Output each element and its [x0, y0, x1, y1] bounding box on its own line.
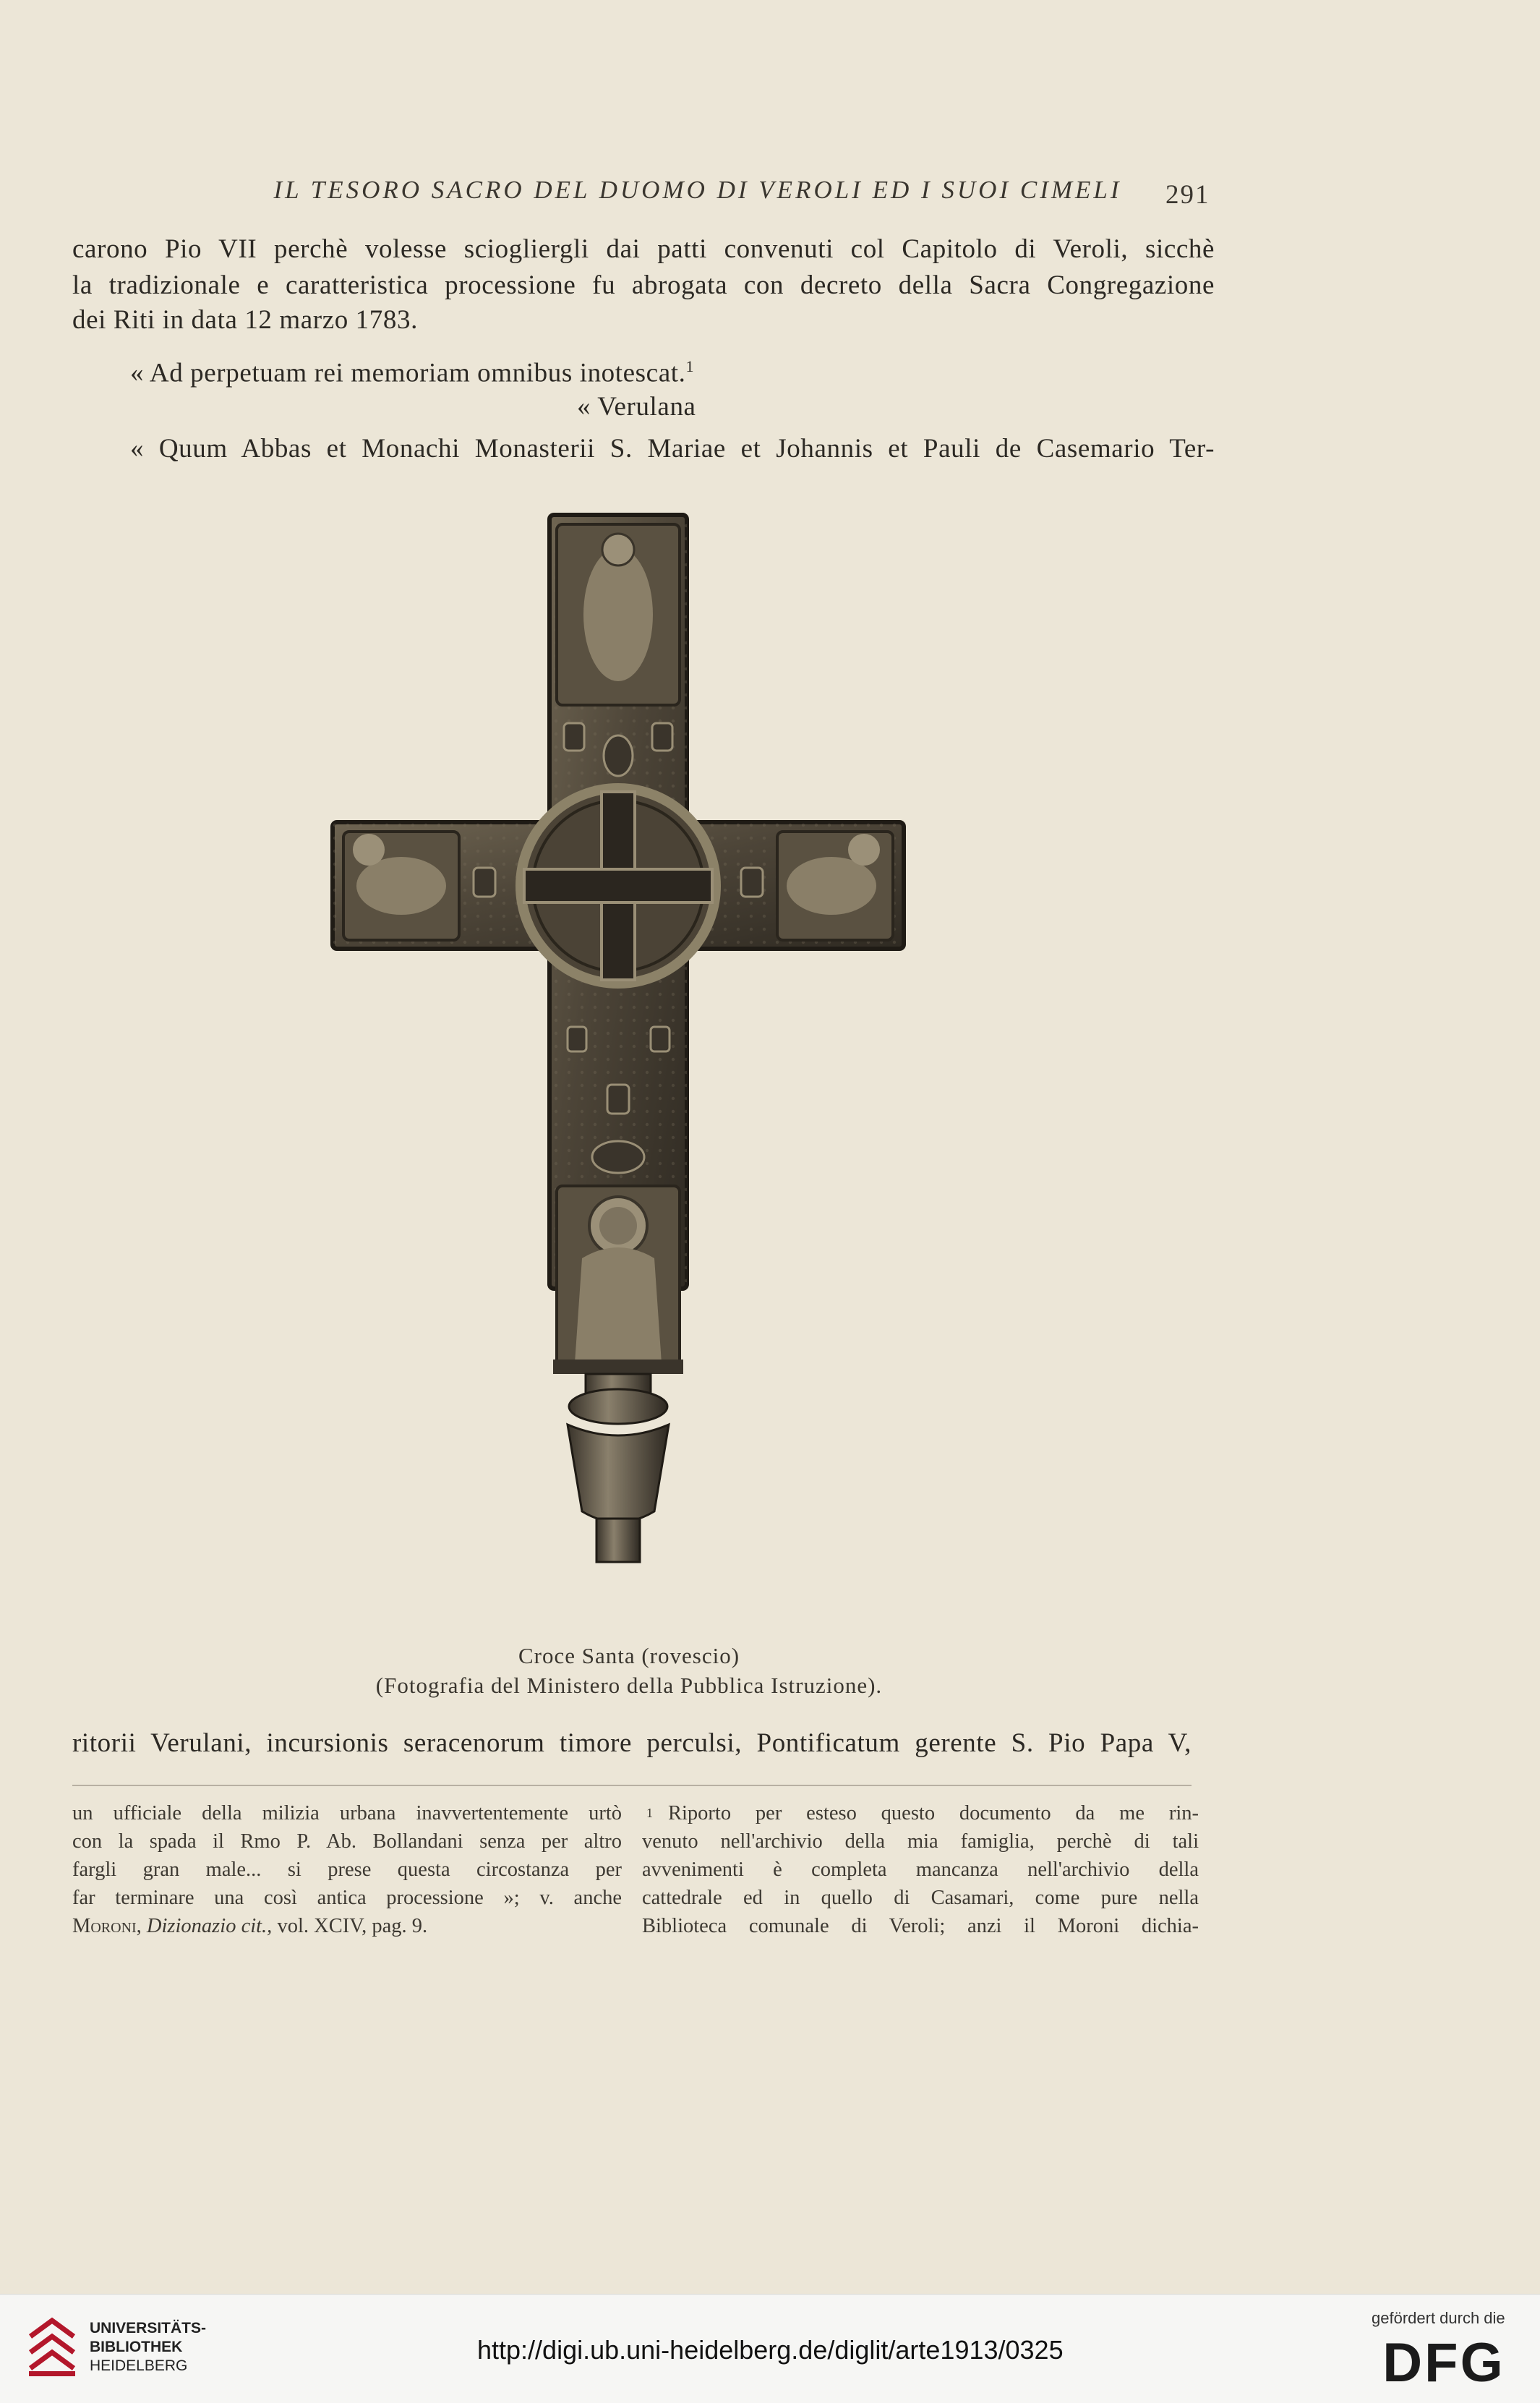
- body-line-3: dei Riti in data 12 marzo 1783.: [72, 305, 418, 335]
- digitization-footer: [0, 2294, 1540, 2403]
- library-logo-icon[interactable]: [25, 2315, 80, 2381]
- permalink-url[interactable]: http://digi.ub.uni-heidelberg.de/diglit/arte1913/0325: [477, 2335, 1064, 2365]
- footnote-right-line: venuto nell'archivio della mia famiglia, perchè di tali: [642, 1830, 1199, 1853]
- quote-line-3: « Quum Abbas et Monachi Monasterii S. Mariae et Johannis et Pauli de Casemario Ter-: [130, 434, 1215, 464]
- citation-volume: vol. XCIV, pag. 9.: [277, 1915, 428, 1937]
- body-line-1: carono Pio VII perchè volesse sciogliergli dai patti convenuti col Capitolo di Veroli, sicchè: [72, 234, 1215, 264]
- footnote-right-column: [642, 1799, 1199, 1940]
- footnote-right-line: avvenimenti è completa mancanza nell'archivio della: [642, 1858, 1199, 1881]
- footnote-left-line: un ufficiale della milizia urbana inavvertentemente urtò: [72, 1802, 622, 1824]
- footnote-rule: [72, 1785, 1192, 1786]
- quote-line-2: « Verulana: [577, 392, 696, 422]
- dfg-logo-text: DFG: [1382, 2335, 1505, 2387]
- footnote-number: 1: [646, 1806, 653, 1820]
- footnote-left-line: far terminare una così antica processione »; v. anche: [72, 1887, 622, 1909]
- quote-text: « Ad perpetuam rei memoriam omnibus inotescat.: [130, 358, 686, 388]
- footnote-right-line: Biblioteca comunale di Veroli; anzi il Moroni dichia-: [642, 1915, 1199, 1937]
- dfg-logo-icon[interactable]: [1370, 2335, 1518, 2387]
- running-head: IL TESORO SACRO DEL DUOMO DI VEROLI ED I SUOI CIMELI: [273, 176, 1122, 204]
- footnote-right-line: cattedrale ed in quello di Casamari, come pure nella: [642, 1887, 1199, 1909]
- eagle-figure: [583, 548, 653, 681]
- cross-shaft-knob: [568, 1425, 669, 1522]
- body-line-2: la tradizionale e caratteristica processione fu abrogata con decreto della Sacra Congregazione: [72, 270, 1215, 300]
- library-name[interactable]: UNIVERSITÄTS- BIBLIOTHEK HEIDELBERG: [90, 2320, 207, 2374]
- citation-author: Moroni,: [72, 1915, 142, 1937]
- cross-photograph: [289, 506, 940, 1649]
- footnote-left-line: con la spada il Rmo P. Ab. Bollandani senza per altro: [72, 1830, 622, 1853]
- footnote-marker: 1: [685, 357, 695, 375]
- funding-label: gefördert durch die: [1372, 2309, 1505, 2327]
- page-number: 291: [1165, 180, 1210, 210]
- citation-title: Dizionazio cit.,: [146, 1915, 273, 1937]
- figure-caption-2: (Fotografia del Ministero della Pubblica Istruzione).: [375, 1673, 883, 1698]
- footnote-left-column: [72, 1799, 622, 1940]
- figure-caption-1: Croce Santa (rovescio): [518, 1643, 740, 1668]
- quote-line-1: [130, 350, 694, 390]
- footnote-right-line: 1 Riporto per esteso questo documento da me rin-: [642, 1799, 1199, 1827]
- body-continuation: ritorii Verulani, incursionis seracenorum timore perculsi, Pontificatum gerente S. Pio Papa V,: [72, 1728, 1192, 1758]
- footnote-left-line: fargli gran male... si prese questa circostanza per: [72, 1858, 622, 1881]
- footnote-left-citation: [72, 1912, 622, 1940]
